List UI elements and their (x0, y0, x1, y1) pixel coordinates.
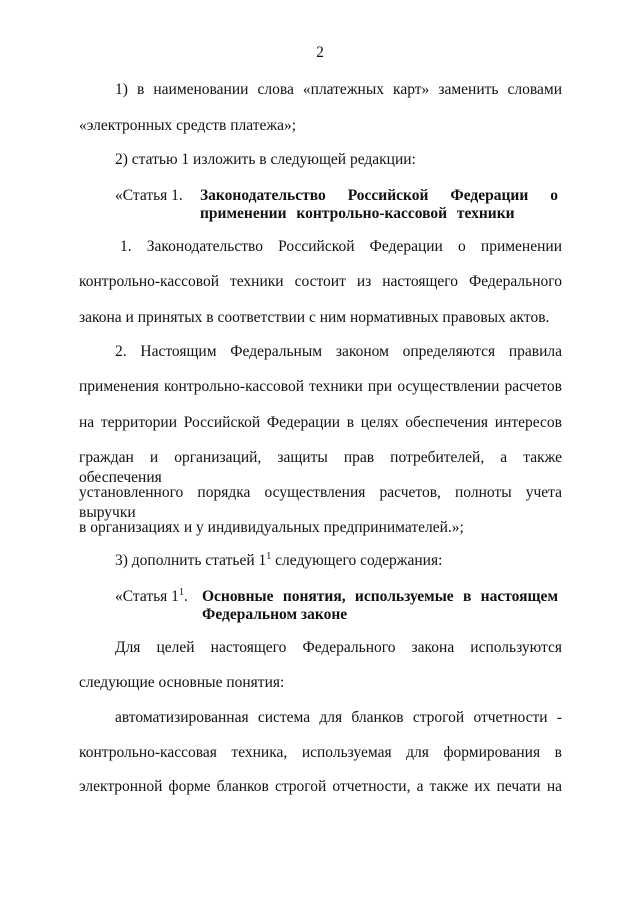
item-3: 3) дополнить статьей $1^1$ следующего содержания: (115, 551, 443, 569)
article-1-1-title-line-2: Федеральном законе (202, 606, 348, 623)
para-1-line-3: закона и принятых в соответствии с ним нормативных правовых актов. (79, 309, 550, 326)
para-2-line-5: установленного порядка осуществления расчетов, полноты учета выручки (79, 484, 562, 521)
para-2-line-2: применения контрольно-кассовой техники при осуществлении расчетов (79, 378, 562, 395)
article-1-title-line-1: Законодательство Российской Федерации о (200, 187, 558, 204)
para-2-line-4: граждан и организаций, защиты прав потребителей, а также обеспечения (79, 449, 562, 486)
item-2: 2) статью 1 изложить в следующей редакции: (115, 151, 416, 168)
para-1-line-2: контрольно-кассовой техники состоит из настоящего Федерального (79, 273, 562, 290)
para-4-line-3: электронной форме бланков строгой отчетности, а также их печати на (79, 778, 562, 795)
para-4-line-2: контрольно-кассовая техника, используемая для формирования в (79, 744, 562, 761)
article-1-title-line-2: применении контрольно-кассовой техники (200, 205, 515, 222)
para-2-line-3: на территории Российской Федерации в целях обеспечения интересов (79, 414, 562, 431)
page-number: 2 (316, 44, 324, 61)
para-3-line-1: Для целей настоящего Федерального закона используются (115, 639, 562, 656)
item-1-line-1: 1) в наименовании слова «платежных карт» заменить словами (115, 81, 562, 98)
article-1-1-label: «Статья $1^1$. (115, 587, 188, 605)
para-3-line-2: следующие основные понятия: (79, 674, 285, 691)
para-2-line-6: в организациях и у индивидуальных предпринимателей.»; (79, 519, 464, 536)
para-4-line-1: автоматизированная система для бланков строгой отчетности - (115, 709, 562, 726)
item-1-line-2: «электронных средств платежа»; (79, 117, 296, 134)
article-1-1-title-line-1: Основные понятия, используемые в настоящем (202, 588, 558, 605)
article-1-label: «Статья 1. (115, 187, 183, 204)
para-1-line-1: 1. Законодательство Российской Федерации о применении (120, 238, 562, 255)
para-2-line-1: 2. Настоящим Федеральным законом определяются правила (115, 343, 562, 360)
